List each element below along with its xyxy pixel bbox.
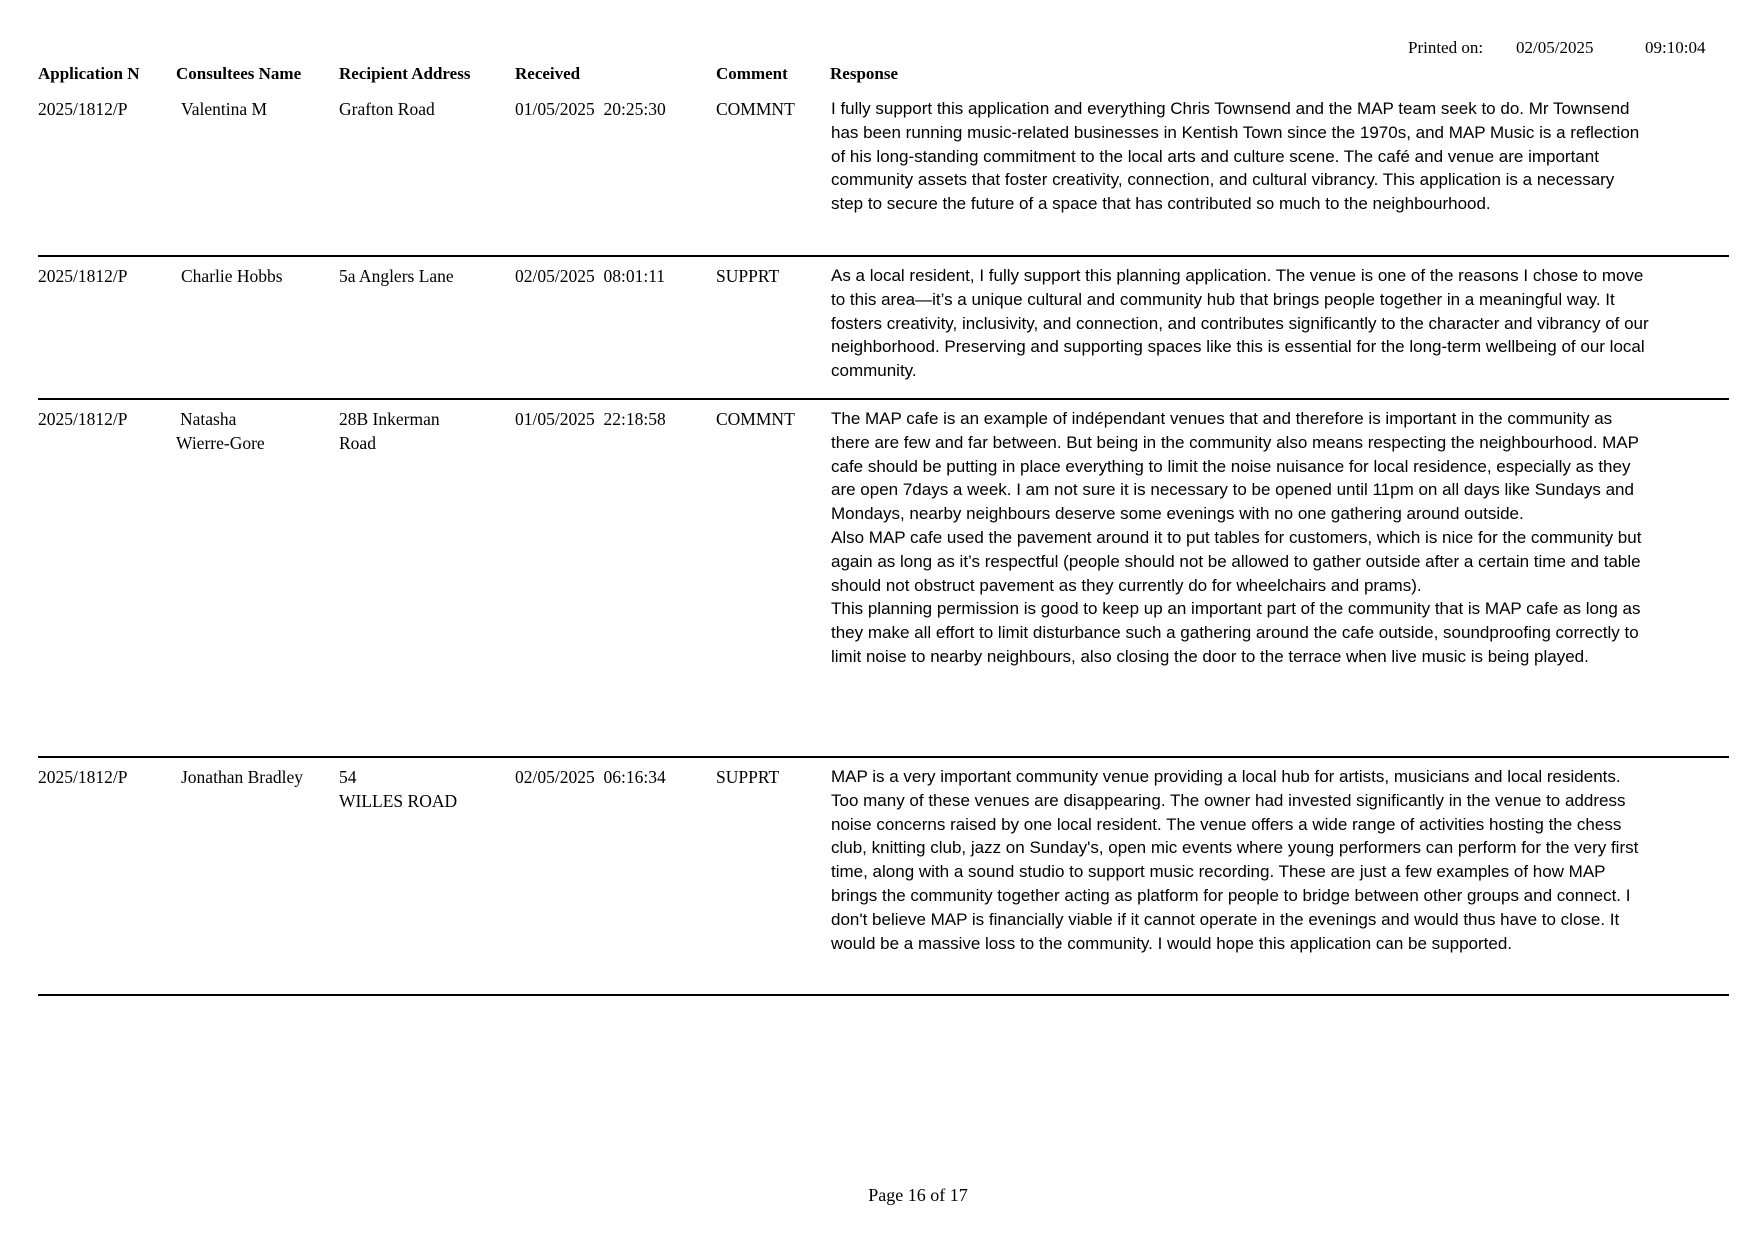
- header-address: Recipient Address: [339, 64, 471, 83]
- response-paragraph: This planning permission is good to keep up an important part of the community that is MAP cafe as long as they make all effort to limit disturbance such a gathering around the cafe outside, soundproofing correctly to limit noise to nearby neighbours, also closing the door to the terrace when live music is being played.: [831, 599, 1641, 666]
- application-number: 2025/1812/P: [38, 767, 128, 787]
- application-number: 2025/1812/P: [38, 99, 128, 119]
- recipient-address: [339, 407, 489, 455]
- recipient-address-line: Grafton Road: [339, 99, 435, 119]
- application-number: 2025/1812/P: [38, 409, 128, 429]
- recipient-address-line: Road: [339, 433, 376, 453]
- consultee-name-line: Wierre-Gore: [176, 433, 265, 453]
- application-number: 2025/1812/P: [38, 266, 128, 286]
- recipient-address-line: 5a Anglers Lane: [339, 266, 454, 286]
- response-paragraph: MAP is a very important community venue providing a local hub for artists, musicians and local residents. Too many of these venues are disappearing. The owner had invested significantly in the venue to address noise concerns raised by one local resident. The venue offers a wide range of activities hosting the chess club, knitting club, jazz on Sunday's, open mic events where young performers can perform for the very first time, along with a sound studio to support music recording. These are just a few examples of how MAP brings the community together acting as platform for people to bridge between other groups and connect. I don't believe MAP is financially viable if it cannot operate in the evenings and would thus have to close. It would be a massive loss to the community. I would hope this application can be supported.: [831, 767, 1639, 953]
- header-consultee: Consultees Name: [176, 64, 302, 83]
- received-datetime: 01/05/2025 22:18:58: [515, 409, 666, 429]
- printed-on-label: Printed on:: [1408, 38, 1484, 57]
- consultee-name-line: Charlie Hobbs: [181, 266, 283, 286]
- header-received: Received: [515, 64, 581, 83]
- comment-type: SUPPRT: [716, 266, 780, 286]
- consultee-name: [176, 97, 326, 121]
- recipient-address: [339, 264, 489, 288]
- page-number: Page 16 of 17: [868, 1185, 968, 1205]
- recipient-address-line: 54: [339, 767, 357, 787]
- received-datetime: 02/05/2025 06:16:34: [515, 767, 666, 787]
- row-divider: [38, 756, 1729, 758]
- recipient-address: [339, 765, 489, 813]
- recipient-address-line: 28B Inkerman: [339, 409, 440, 429]
- consultee-name: [176, 264, 326, 288]
- recipient-address-line: WILLES ROAD: [339, 791, 458, 811]
- response-text: [831, 765, 1651, 955]
- comment-type: COMMNT: [716, 409, 795, 429]
- header-comment: Comment: [716, 64, 788, 83]
- printed-on-date: 02/05/2025: [1516, 38, 1594, 57]
- header-application: Application N: [38, 64, 140, 83]
- row-divider: [38, 994, 1729, 996]
- received-datetime: 02/05/2025 08:01:11: [515, 266, 666, 286]
- printed-on-time: 09:10:04: [1645, 38, 1706, 57]
- row-divider: [38, 255, 1729, 257]
- response-paragraph: The MAP cafe is an example of indépendant venues that and therefore is important in the community as there are few and far between. But being in the community also means respecting the neighbourhood. MAP cafe should be putting in place everything to limit the noise nuisance for local residence, especially as they are open 7days a week. I am not sure it is necessary to be opened until 11pm on all days like Sundays and Mondays, nearby neighbours deserve some evenings with no one gathering around outside.: [831, 409, 1639, 524]
- consultee-name-line: Jonathan Bradley: [181, 767, 303, 787]
- response-text: [831, 407, 1651, 669]
- comment-type: SUPPRT: [716, 767, 780, 787]
- response-paragraph: I fully support this application and everything Chris Townsend and the MAP team seek to do. Mr Townsend has been running music-related businesses in Kentish Town since the 1970s, and MAP Music is a reflection of his long-standing commitment to the local arts and culture scene. The café and venue are important community assets that foster creativity, connection, and cultural vibrancy. This application is a necessary step to secure the future of a space that has contributed so much to the neighbourhood.: [831, 99, 1640, 214]
- consultee-name: [176, 407, 326, 455]
- consultee-name-line: Valentina M: [181, 99, 268, 119]
- response-text: [831, 264, 1651, 383]
- recipient-address: [339, 97, 489, 121]
- received-datetime: 01/05/2025 20:25:30: [515, 99, 666, 119]
- row-divider: [38, 398, 1729, 400]
- consultee-name: [176, 765, 326, 789]
- response-paragraph: Also MAP cafe used the pavement around it to put tables for customers, which is nice for the community but again as long as it’s respectful (people should not be allowed to gather outside after a certain time and table should not obstruct pavement as they currently do for wheelchairs and prams).: [831, 527, 1642, 595]
- response-text: [831, 97, 1651, 216]
- header-response: Response: [830, 64, 899, 83]
- response-paragraph: As a local resident, I fully support this planning application. The venue is one of the reasons I chose to move to this area—it’s a unique cultural and community hub that brings people together in a meaningful way. It fosters creativity, inclusivity, and connection, and contributes significantly to the character and vibrancy of our neighborhood. Preserving and supporting spaces like this is essential for the long-term wellbeing of our local community.: [831, 266, 1649, 381]
- comment-type: COMMNT: [716, 99, 795, 119]
- consultee-name-line: Natasha: [180, 409, 237, 429]
